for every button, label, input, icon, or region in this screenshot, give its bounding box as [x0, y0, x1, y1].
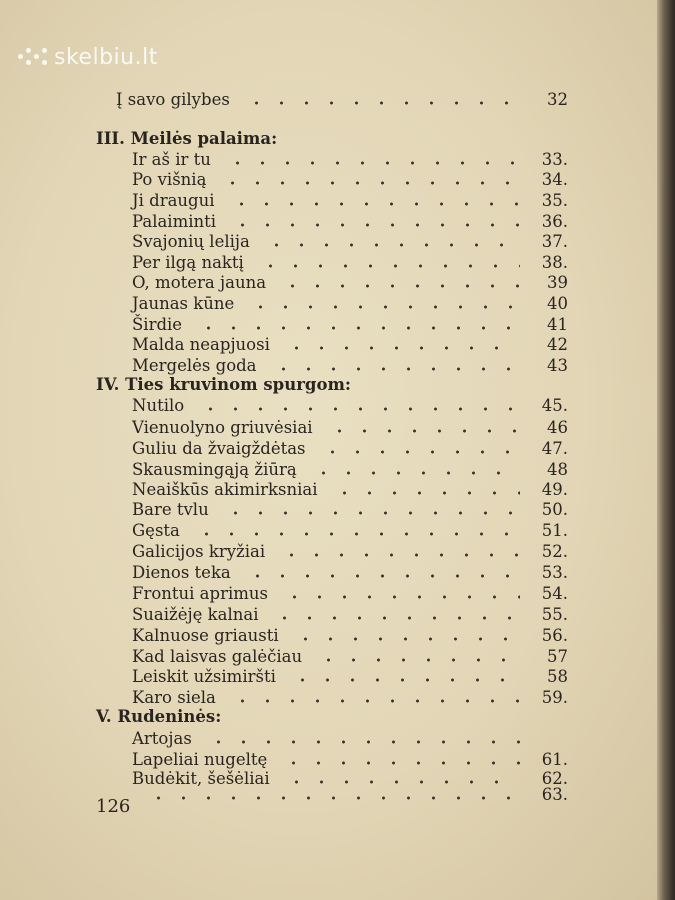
- toc-entry: [0, 150, 660, 170]
- entry-page-number: 57: [547, 647, 568, 666]
- toc-entry: [0, 667, 660, 687]
- dot-leader: [316, 658, 520, 662]
- dot-leader: [271, 367, 520, 371]
- section-title: IV. Ties kruvinom spurgom:: [96, 375, 351, 394]
- entry-title: Neaiškūs akimirksniai: [132, 480, 318, 499]
- entry-page-number: 45.: [541, 396, 568, 415]
- skelbiu-logo-icon: [18, 44, 48, 70]
- toc-entry: [0, 626, 660, 646]
- entry-page-number: 58: [547, 667, 568, 686]
- watermark: [18, 44, 158, 70]
- entry-page-number: 37.: [541, 232, 568, 251]
- entry-page-number: 56.: [541, 626, 568, 645]
- dot-leader: [229, 202, 520, 206]
- watermark-text: skelbiu.lt: [54, 44, 158, 70]
- toc-entry: [0, 460, 660, 480]
- entry-title: Į savo gilybes: [116, 90, 230, 109]
- entry-page-number: 51.: [541, 521, 568, 540]
- toc-entry: [0, 605, 660, 625]
- entry-page-number: 46: [547, 418, 568, 437]
- entry-page-number: 34.: [541, 170, 568, 189]
- entry-page-number: 62.: [541, 769, 568, 788]
- entry-page-number: 48: [547, 460, 568, 479]
- entry-title: Dienos teka: [132, 563, 231, 582]
- entry-page-number: 33.: [541, 150, 568, 169]
- toc-entry: [0, 439, 660, 459]
- dot-leader: [196, 326, 520, 330]
- entry-title: Galicijos kryžiai: [132, 542, 266, 561]
- dot-leader: [272, 616, 520, 620]
- entry-title: Per ilgą naktį: [132, 253, 244, 272]
- dot-leader: [146, 796, 520, 800]
- dot-leader: [320, 450, 520, 454]
- entry-page-number: 54.: [541, 584, 568, 603]
- entry-page-number: 50.: [541, 500, 568, 519]
- dot-leader: [198, 407, 520, 411]
- entry-title: Svajonių lelija: [132, 232, 250, 251]
- entry-page-number: 36.: [541, 212, 568, 231]
- entry-title: O, motera jauna: [132, 273, 267, 292]
- section-title: III. Meilės palaima:: [96, 129, 278, 148]
- toc-section-heading: [0, 375, 660, 395]
- entry-title: Kalnuose griausti: [132, 626, 279, 645]
- dot-leader: [264, 243, 520, 247]
- page-number: 126: [96, 796, 131, 817]
- entry-page-number: 49.: [541, 480, 568, 499]
- entry-title: Bare tvlu: [132, 500, 209, 519]
- dot-leader: [279, 553, 520, 557]
- section-title: V. Rudeninės:: [96, 707, 222, 726]
- entry-title: Gęsta: [132, 521, 180, 540]
- entry-page-number: 41: [547, 315, 568, 334]
- entry-title: Palaiminti: [132, 212, 217, 231]
- toc-entry: [0, 356, 660, 376]
- dot-leader: [220, 181, 520, 185]
- book-spine: [657, 0, 675, 900]
- entry-title: Skausmingąją žiūrą: [132, 460, 297, 479]
- toc-entry: [0, 521, 660, 541]
- entry-page-number: 32: [547, 90, 568, 109]
- entry-page-number: 42: [547, 335, 568, 354]
- entry-title: Leiskit užsimiršti: [132, 667, 276, 686]
- dot-leader: [284, 346, 520, 350]
- dot-leader: [223, 511, 520, 515]
- dot-leader: [206, 740, 520, 744]
- dot-leader: [225, 161, 520, 165]
- entry-page-number: 61.: [541, 750, 568, 769]
- entry-title: Ji draugui: [132, 191, 215, 210]
- toc-section-heading: [0, 129, 660, 149]
- dot-leader: [282, 595, 520, 599]
- dot-leader: [290, 678, 520, 682]
- toc-entry: [0, 750, 660, 770]
- entry-page-number: 43: [547, 356, 568, 375]
- entry-page-number: 52.: [541, 542, 568, 561]
- entry-page-number: 63.: [541, 785, 568, 804]
- dot-leader: [284, 780, 520, 784]
- dot-leader: [248, 305, 520, 309]
- toc-entry: [0, 418, 660, 438]
- toc-entry: [0, 729, 660, 749]
- entry-page-number: 39: [547, 273, 568, 292]
- toc-entry: [0, 335, 660, 355]
- dot-leader: [244, 101, 520, 105]
- toc-entry: [0, 584, 660, 604]
- toc-entry: [0, 647, 660, 667]
- toc-section-heading: [0, 707, 660, 727]
- toc-entry: [0, 253, 660, 273]
- entry-title: Kad laisvas galėčiau: [132, 647, 303, 666]
- toc-entry: [0, 191, 660, 211]
- toc-entry: [0, 500, 660, 520]
- toc-entry: [0, 315, 660, 335]
- dot-leader: [280, 284, 520, 288]
- toc-entry: [0, 232, 660, 252]
- toc-entry: [0, 396, 660, 416]
- dot-leader: [311, 471, 520, 475]
- entry-title: Malda neapjuosi: [132, 335, 270, 354]
- toc-entry: [0, 542, 660, 562]
- dot-leader: [230, 699, 520, 703]
- entry-title: Lapeliai nugeltę: [132, 750, 268, 769]
- entry-page-number: 53.: [541, 563, 568, 582]
- toc-entry: [0, 480, 660, 500]
- dot-leader: [245, 574, 520, 578]
- entry-title: Po višnią: [132, 170, 207, 189]
- toc-entry: [0, 563, 660, 583]
- toc-entry: [0, 294, 660, 314]
- entry-title: Budėkit, šešėliai: [132, 769, 270, 788]
- entry-title: Artojas: [132, 729, 192, 748]
- entry-title: Karo siela: [132, 688, 216, 707]
- entry-title: Suaižėję kalnai: [132, 605, 259, 624]
- entry-title: Nutilo: [132, 396, 185, 415]
- dot-leader: [194, 532, 520, 536]
- entry-title: Guliu da žvaigždėtas: [132, 439, 306, 458]
- dot-leader: [230, 223, 520, 227]
- toc-entry: [0, 688, 660, 708]
- entry-page-number: 47.: [541, 439, 568, 458]
- dot-leader: [327, 429, 520, 433]
- toc-entry: [0, 170, 660, 190]
- entry-page-number: 38.: [541, 253, 568, 272]
- entry-page-number: 35.: [541, 191, 568, 210]
- entry-page-number: 40: [547, 294, 568, 313]
- entry-title: Jaunas kūne: [132, 294, 235, 313]
- entry-title: Frontui aprimus: [132, 584, 268, 603]
- dot-leader: [332, 491, 520, 495]
- entry-title: Ir aš ir tu: [132, 150, 211, 169]
- dot-leader: [258, 264, 520, 268]
- toc-entry: [0, 273, 660, 293]
- entry-page-number: 59.: [541, 688, 568, 707]
- entry-title: Širdie: [132, 315, 183, 334]
- entry-page-number: 55.: [541, 605, 568, 624]
- dot-leader: [281, 761, 520, 765]
- dot-leader: [293, 637, 520, 641]
- toc-entry: [0, 212, 660, 232]
- entry-title: Vienuolyno griuvėsiai: [132, 418, 313, 437]
- entry-title: Mergelės goda: [132, 356, 257, 375]
- toc-entry: [0, 90, 660, 110]
